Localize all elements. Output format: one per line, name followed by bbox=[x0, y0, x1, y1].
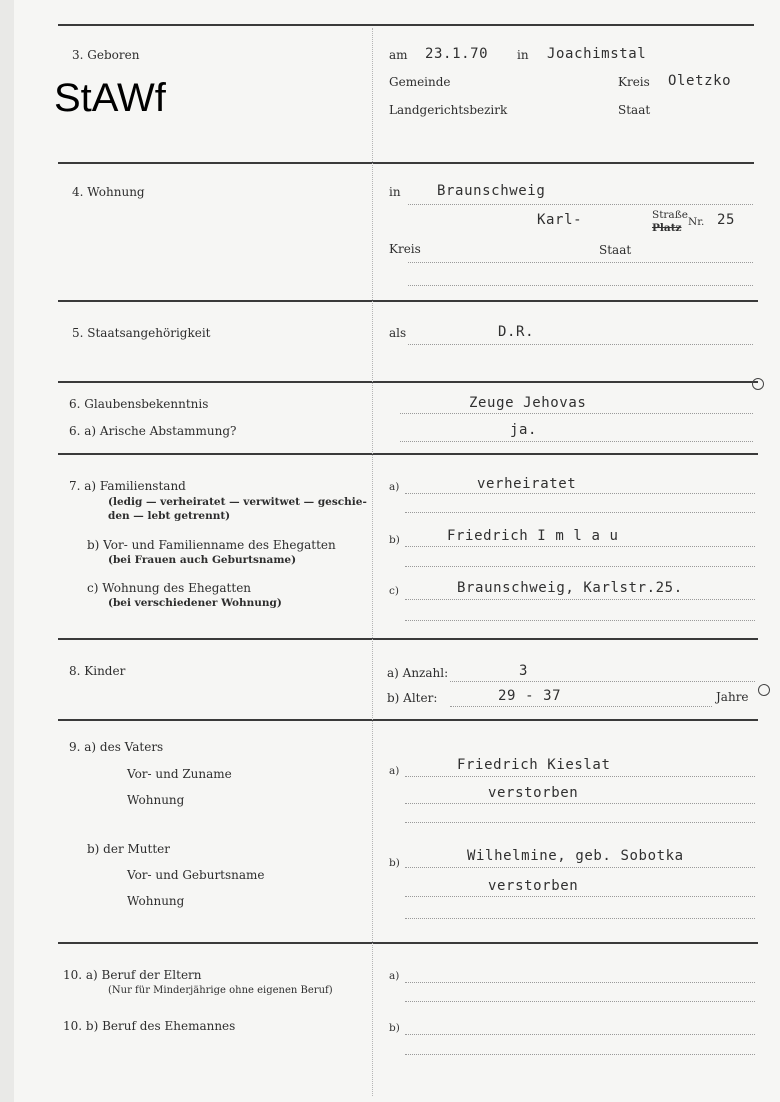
fill-line bbox=[405, 982, 755, 983]
section-rule bbox=[58, 719, 758, 721]
fill-line bbox=[405, 867, 755, 868]
familienstand-note: (ledig — verheiratet — verwitwet — geschie- bbox=[108, 496, 367, 508]
fill-line bbox=[408, 285, 753, 286]
fill-line bbox=[405, 546, 755, 547]
beruf-ehemann-label: 10. b) Beruf des Ehemannes bbox=[63, 1019, 236, 1033]
residence-street: Karl- bbox=[537, 212, 583, 228]
vater-wohnung-label: Wohnung bbox=[127, 793, 185, 807]
mutter-label: b) der Mutter bbox=[87, 842, 171, 856]
fill-line bbox=[405, 896, 755, 897]
staatsangehoerigkeit-label: 5. Staatsangehörigkeit bbox=[72, 326, 211, 340]
section-rule bbox=[58, 162, 754, 164]
fill-line bbox=[405, 599, 755, 600]
mother-name: Wilhelmine, geb. Sobotka bbox=[467, 848, 684, 864]
beruf-eltern-label: 10. a) Beruf der Eltern bbox=[63, 968, 202, 982]
abstammung-value: ja. bbox=[510, 422, 538, 438]
fill-line bbox=[405, 1034, 755, 1035]
item-a-mark: a) bbox=[389, 481, 400, 493]
fill-line bbox=[450, 681, 755, 682]
fill-line bbox=[408, 262, 753, 263]
gemeinde-label: Gemeinde bbox=[389, 75, 451, 89]
item-c-mark: c) bbox=[389, 585, 399, 597]
item-b-mark: b) bbox=[389, 534, 400, 546]
fill-line bbox=[400, 413, 753, 414]
geboren-label: 3. Geboren bbox=[72, 48, 140, 62]
house-number: 25 bbox=[717, 212, 736, 228]
mutter-wohnung-label: Wohnung bbox=[127, 894, 185, 908]
ehegatte-wohnung-label: c) Wohnung des Ehegatten bbox=[87, 581, 252, 595]
arische-abstammung-label: 6. a) Arische Abstammung? bbox=[69, 424, 237, 438]
strasse-label: Straße bbox=[652, 209, 688, 221]
fill-line bbox=[405, 1054, 755, 1055]
ehegatte-wohnung-note: (bei verschiedener Wohnung) bbox=[108, 597, 282, 609]
fill-line bbox=[408, 204, 753, 205]
platz-label: Platz bbox=[652, 222, 682, 234]
beruf-eltern-note: (Nur für Minderjährige ohne eigenen Beruf) bbox=[108, 985, 333, 996]
spouse-address: Braunschweig, Karlstr.25. bbox=[457, 580, 683, 596]
nationality: D.R. bbox=[498, 324, 535, 340]
ehegatte-name-label: b) Vor- und Familienname des Ehegatten bbox=[87, 538, 336, 552]
landgericht-label: Landgerichtsbezirk bbox=[389, 103, 508, 117]
children-count: 3 bbox=[519, 663, 529, 679]
am-label: am bbox=[389, 48, 408, 62]
item-a-mark: a) bbox=[389, 970, 400, 982]
archive-stamp: StAWf bbox=[54, 76, 166, 120]
fill-line bbox=[405, 620, 755, 621]
familienstand-label: 7. a) Familienstand bbox=[69, 479, 186, 493]
column-divider bbox=[372, 28, 373, 1096]
glaubensbekenntnis-label: 6. Glaubensbekenntnis bbox=[69, 397, 209, 411]
familienstand-note: den — lebt getrennt) bbox=[108, 510, 231, 522]
kreis-label: Kreis bbox=[618, 75, 650, 89]
geburtsname-label: Vor- und Geburtsname bbox=[127, 868, 265, 882]
alter-label: b) Alter: bbox=[387, 691, 438, 705]
birth-kreis: Oletzko bbox=[668, 73, 732, 89]
vater-label: 9. a) des Vaters bbox=[69, 740, 164, 754]
anzahl-label: a) Anzahl: bbox=[387, 666, 449, 680]
children-ages: 29 - 37 bbox=[498, 688, 562, 704]
binder-hole-mark bbox=[758, 684, 770, 696]
vorname-label: Vor- und Zuname bbox=[127, 767, 232, 781]
item-a-mark: a) bbox=[389, 765, 400, 777]
fill-line bbox=[400, 441, 753, 442]
staat-label: Staat bbox=[618, 103, 651, 117]
fill-line bbox=[405, 493, 755, 494]
item-b-mark: b) bbox=[389, 857, 400, 869]
in-label: in bbox=[517, 48, 529, 62]
section-rule bbox=[58, 24, 754, 26]
fill-line bbox=[405, 822, 755, 823]
als-label: als bbox=[389, 326, 407, 340]
ehegatte-name-note: (bei Frauen auch Geburtsname) bbox=[108, 554, 297, 566]
section-rule bbox=[58, 381, 758, 383]
jahre-label: Jahre bbox=[716, 690, 749, 704]
spouse-name: Friedrich I m l a u bbox=[447, 528, 619, 544]
residence-city: Braunschweig bbox=[437, 183, 546, 199]
fill-line bbox=[405, 566, 755, 567]
mother-residence: verstorben bbox=[488, 878, 579, 894]
father-residence: verstorben bbox=[488, 785, 579, 801]
kinder-label: 8. Kinder bbox=[69, 664, 126, 678]
birth-place: Joachimstal bbox=[547, 46, 647, 62]
wohnung-label: 4. Wohnung bbox=[72, 185, 145, 199]
nr-label: Nr. bbox=[688, 216, 705, 228]
section-rule bbox=[58, 942, 758, 944]
in-label: in bbox=[389, 185, 401, 199]
section-rule bbox=[58, 300, 758, 302]
fill-line bbox=[450, 706, 712, 707]
binder-hole-mark bbox=[752, 378, 764, 390]
fill-line bbox=[408, 344, 753, 345]
religion: Zeuge Jehovas bbox=[469, 395, 587, 411]
kreis-label: Kreis bbox=[389, 242, 421, 256]
section-rule bbox=[58, 638, 758, 640]
birth-date: 23.1.70 bbox=[425, 46, 489, 62]
item-b-mark: b) bbox=[389, 1022, 400, 1034]
fill-line bbox=[405, 803, 755, 804]
father-name: Friedrich Kieslat bbox=[457, 757, 611, 773]
marital-status: verheiratet bbox=[477, 476, 577, 492]
fill-line bbox=[405, 1001, 755, 1002]
fill-line bbox=[405, 776, 755, 777]
section-rule bbox=[58, 453, 758, 455]
fill-line bbox=[405, 918, 755, 919]
staat-label: Staat bbox=[599, 243, 632, 257]
fill-line bbox=[405, 512, 755, 513]
